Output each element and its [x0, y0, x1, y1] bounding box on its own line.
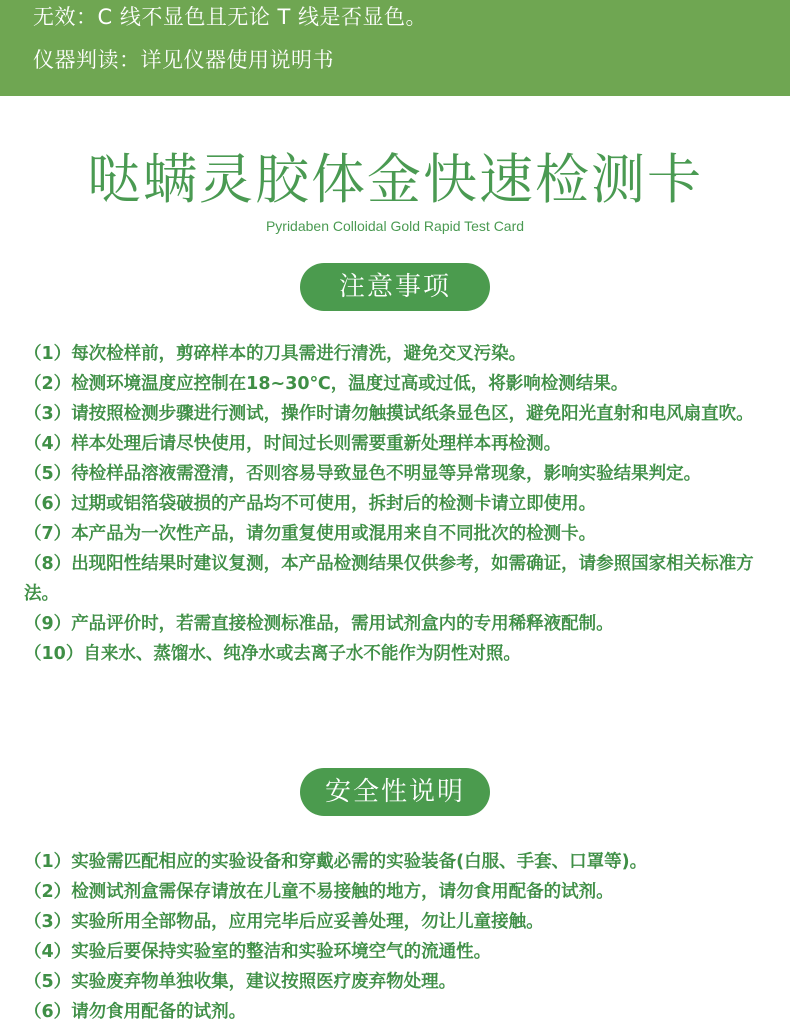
item-text: 样本处理后请尽快使用，时间过长则需要重新处理样本再检测。 [71, 434, 562, 454]
item-number: （3） [24, 912, 72, 932]
list-item [24, 997, 772, 1027]
instrument-reading-text: 仪器判读：详见仪器使用说明书 [33, 48, 334, 72]
item-number: （4） [24, 942, 72, 962]
item-text: 实验废弃物单独收集，建议按照医疗废弃物处理。 [71, 972, 457, 992]
item-text: 实验所用全部物品，应用完毕后应妥善处理，勿让儿童接触。 [71, 912, 544, 932]
safety-heading: 安全性说明 [300, 768, 490, 816]
item-text: 自来水、蒸馏水、纯净水或去离子水不能作为阴性对照。 [83, 644, 521, 664]
item-text: 实验后要保持实验室的整洁和实验环境空气的流通性。 [71, 942, 492, 962]
item-number: （9） [24, 614, 72, 634]
list-item [24, 639, 772, 669]
product-title: 哒螨灵胶体金快速检测卡 [87, 148, 703, 211]
list-item [24, 519, 772, 549]
item-number: （5） [24, 464, 72, 484]
item-number: （8） [24, 554, 72, 574]
item-number: （2） [24, 374, 72, 394]
list-item [24, 399, 772, 429]
product-subtitle-en: Pyridaben Colloidal Gold Rapid Test Card [265, 218, 525, 234]
item-number: （6） [24, 494, 72, 514]
list-item [24, 937, 772, 967]
item-text: 出现阳性结果时建议复测，本产品检测结果仅供参考，如需确证，请参照国家相关标准方法。 [24, 554, 754, 604]
item-number: （2） [24, 882, 72, 902]
list-item [24, 609, 772, 639]
list-item [24, 339, 772, 369]
item-text: 请勿食用配备的试剂。 [71, 1002, 247, 1022]
precautions-heading: 注意事项 [300, 263, 490, 311]
result-interpretation-band [0, 0, 790, 96]
item-number: （1） [24, 852, 72, 872]
item-number: （3） [24, 404, 72, 424]
list-item [24, 429, 772, 459]
list-item [24, 549, 772, 609]
item-number: （5） [24, 972, 72, 992]
item-text: 实验需匹配相应的实验设备和穿戴必需的实验装备(白服、手套、口罩等)。 [71, 852, 648, 872]
list-item [24, 877, 772, 907]
item-text: 请按照检测步骤进行测试，操作时请勿触摸试纸条显色区，避免阳光直射和电风扇直吹。 [71, 404, 754, 424]
list-item [24, 847, 772, 877]
invalid-result-text: 无效：C 线不显色且无论 T 线是否显色。 [33, 5, 428, 29]
list-item [24, 459, 772, 489]
list-item [24, 967, 772, 997]
item-number: （6） [24, 1002, 72, 1022]
list-item [24, 907, 772, 937]
item-text: 检测试剂盒需保存请放在儿童不易接触的地方，请勿食用配备的试剂。 [71, 882, 614, 902]
item-text: 本产品为一次性产品，请勿重复使用或混用来自不同批次的检测卡。 [71, 524, 597, 544]
item-text: 产品评价时，若需直接检测标准品，需用试剂盒内的专用稀释液配制。 [71, 614, 614, 634]
precautions-list [24, 339, 772, 669]
item-number: （4） [24, 434, 72, 454]
item-number: （7） [24, 524, 72, 544]
item-number: （10） [24, 644, 84, 664]
item-text: 检测环境温度应控制在18~30℃，温度过高或过低，将影响检测结果。 [71, 374, 629, 394]
safety-list [24, 847, 772, 1027]
list-item [24, 489, 772, 519]
item-text: 待检样品溶液需澄清，否则容易导致显色不明显等异常现象，影响实验结果判定。 [71, 464, 702, 484]
item-text: 每次检样前，剪碎样本的刀具需进行清洗，避免交叉污染。 [71, 344, 527, 364]
list-item [24, 369, 772, 399]
item-number: （1） [24, 344, 72, 364]
item-text: 过期或铝箔袋破损的产品均不可使用，拆封后的检测卡请立即使用。 [71, 494, 597, 514]
